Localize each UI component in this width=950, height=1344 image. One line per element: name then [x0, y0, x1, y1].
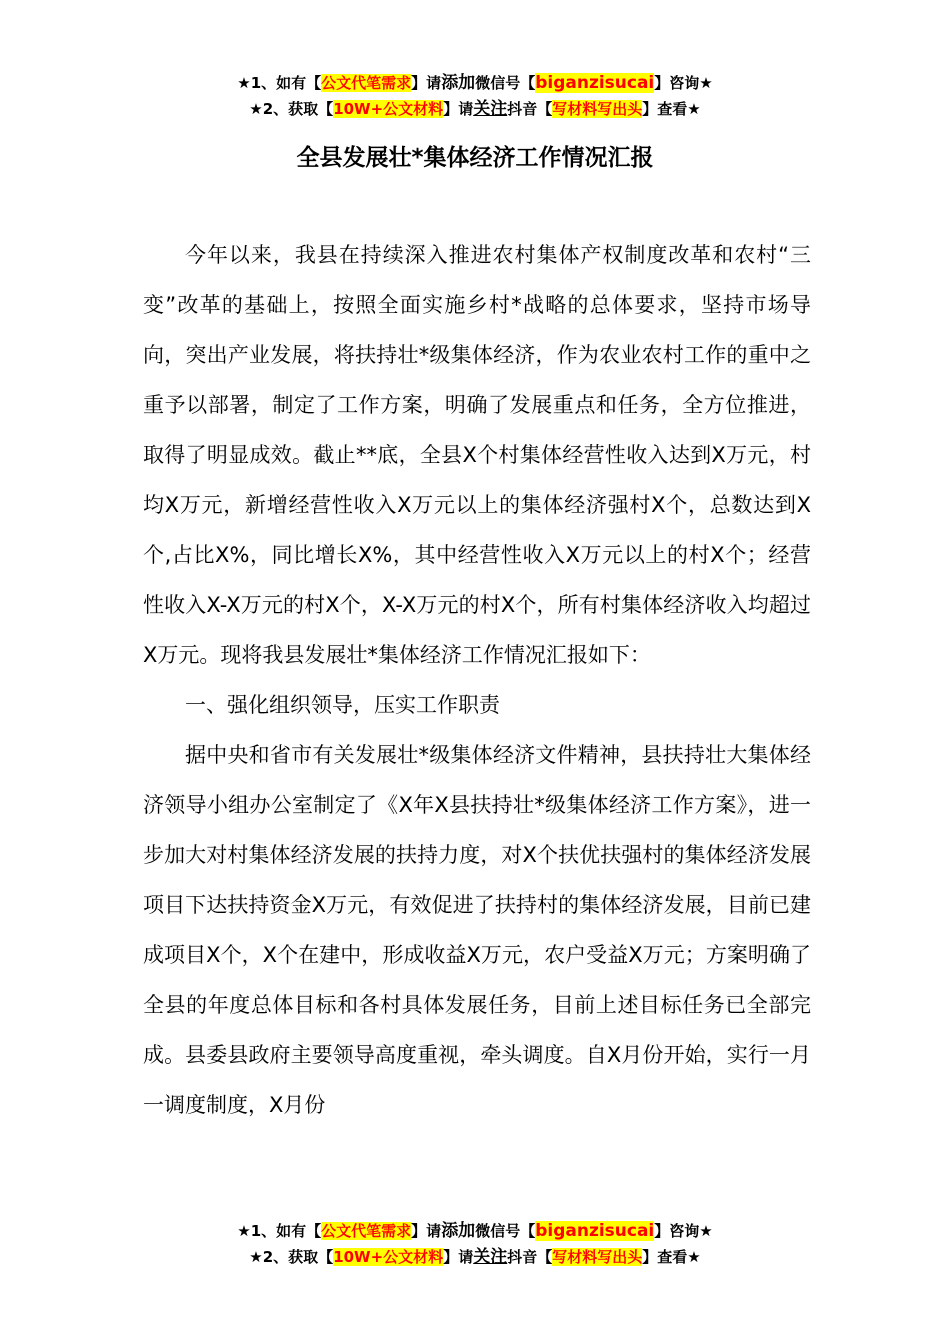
banner-highlight: 写材料写出头: [552, 100, 643, 118]
banner-text: 】查看★: [642, 1248, 701, 1266]
banner-text: 】查看★: [642, 100, 701, 118]
banner-text: 抖音【: [507, 1248, 553, 1266]
banner-highlight: biganzisucai: [535, 73, 655, 93]
banner-text: ★1、如有【: [237, 74, 322, 92]
body-paragraph: 今年以来，我县在持续深入推进农村集体产权制度改革和农村“三变”改革的基础上，按照全面实施乡村*战略的总体要求，坚持市场导向，突出产业发展，将扶持壮*级集体经济，作为农业农村工作的重中之重予以部署，制定了工作方案，明确了发展重点和任务，全方位推进，取得了明显成效。截止**底，全县X个村集体经营性收入达到X万元，村均X万元，新增经营性收入X万元以上的集体经济强村X个，总数达到X个,占比X%，同比增长X%，其中经营性收入X万元以上的村X个；经营性收入X-X万元的村X个，X-X万元的村X个，所有村集体经济收入均超过X万元。现将我县发展壮*集体经济工作情况汇报如下：: [143, 243, 811, 667]
banner-text: 】咨询★: [654, 1222, 713, 1240]
banner-text: 抖音【: [507, 100, 553, 118]
banner-emphasis: 添加: [441, 1221, 476, 1241]
banner-text: 】咨询★: [654, 74, 713, 92]
banner-emphasis: 关注: [473, 1247, 508, 1267]
banner-highlight: 10W+公文材料: [333, 1248, 444, 1266]
banner-line-1: [0, 1218, 950, 1244]
banner-text: 】请: [443, 1248, 474, 1266]
body-paragraph: 据中央和省市有关发展壮*级集体经济文件精神，县扶持壮大集体经济领导小组办公室制定了《X年X县扶持壮*级集体经济工作方案》，进一步加大对村集体经济发展的扶持力度，对X个扶优扶强村的集体经济发展项目下达扶持资金X万元，有效促进了扶持村的集体经济发展，目前已建成项目X个，X个在建中，形成收益X万元，农户受益X万元；方案明确了全县的年度总体目标和各村具体发展任务，目前上述目标任务已全部完成。县委县政府主要领导高度重视，牵头调度。自X月份开始，实行一月一调度制度，X月份: [143, 743, 811, 1117]
banner-text: 】请: [443, 100, 474, 118]
banner-emphasis: 添加: [441, 73, 476, 93]
banner-line-1: [0, 70, 950, 96]
header-banner: [0, 70, 950, 122]
document-title: 全县发展壮*集体经济工作情况汇报: [296, 145, 654, 171]
banner-text: 微信号【: [475, 1222, 536, 1240]
banner-text: 】请: [411, 1222, 442, 1240]
banner-emphasis: 关注: [473, 99, 508, 119]
banner-highlight: 写材料写出头: [552, 1248, 643, 1266]
banner-highlight: 公文代笔需求: [321, 74, 412, 92]
banner-line-2: [0, 1244, 950, 1270]
banner-highlight: 10W+公文材料: [333, 100, 444, 118]
banner-text: ★2、获取【: [249, 100, 334, 118]
banner-highlight: biganzisucai: [535, 1221, 655, 1241]
banner-text: 】请: [411, 74, 442, 92]
banner-line-2: [0, 96, 950, 122]
banner-highlight: 公文代笔需求: [321, 1222, 412, 1240]
footer-banner: [0, 1218, 950, 1270]
document-body: [143, 230, 811, 1130]
banner-text: ★2、获取【: [249, 1248, 334, 1266]
banner-text: ★1、如有【: [237, 1222, 322, 1240]
banner-text: 微信号【: [475, 74, 536, 92]
section-heading: 一、强化组织领导，压实工作职责: [185, 693, 500, 717]
